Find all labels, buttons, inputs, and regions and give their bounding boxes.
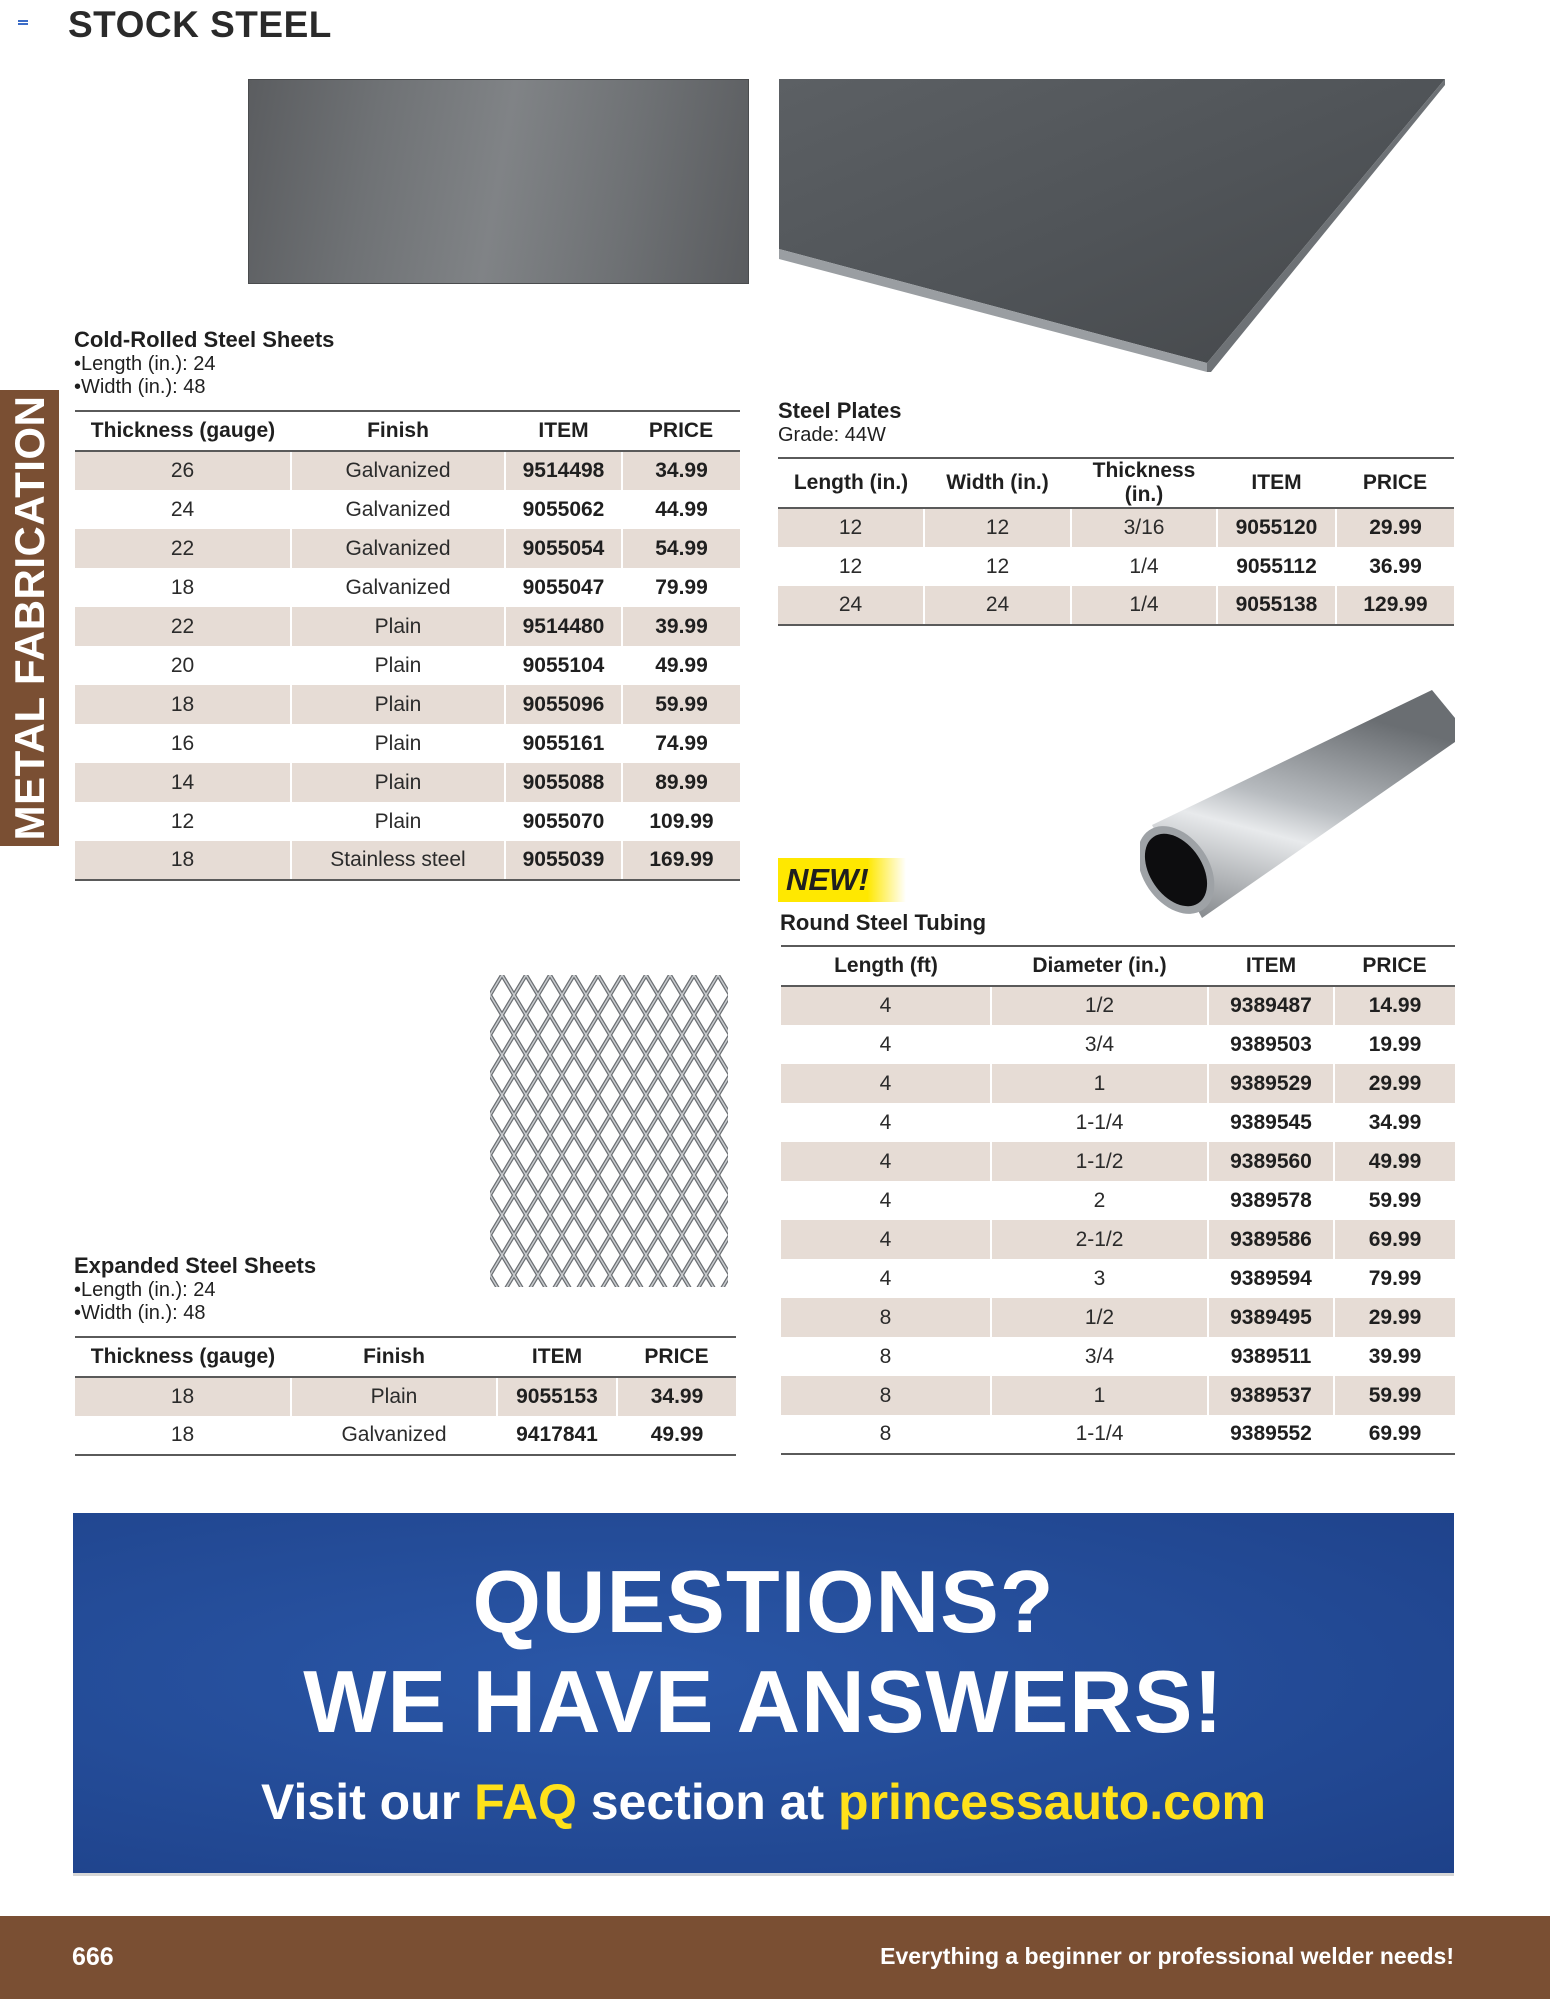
item-number: 9055096 (505, 685, 622, 724)
round-tubing-title: Round Steel Tubing (780, 910, 987, 935)
table-row (781, 1337, 1455, 1376)
price-cell: 59.99 (1334, 1376, 1455, 1415)
corner-mark (18, 20, 28, 25)
price-cell: 19.99 (1334, 1025, 1455, 1064)
finish-cell: Plain (291, 802, 505, 841)
diameter-cell: 3 (991, 1259, 1208, 1298)
table-row (781, 1064, 1455, 1103)
steel-plate-image (779, 79, 1449, 374)
item-number: 9055112 (1217, 547, 1336, 586)
price-cell: 49.99 (1334, 1142, 1455, 1181)
item-number: 9055153 (497, 1377, 617, 1416)
page-title: STOCK STEEL (68, 4, 332, 45)
finish-cell: Galvanized (291, 490, 505, 529)
round-tubing-table (781, 945, 1455, 1455)
finish-cell: Plain (291, 646, 505, 685)
thickness-cell: 12 (170, 809, 195, 833)
price-cell: 89.99 (622, 763, 740, 802)
table-row (781, 986, 1455, 1025)
item-number: 9389511 (1208, 1337, 1334, 1376)
table-row (75, 841, 740, 880)
price-cell: 169.99 (622, 841, 740, 880)
price-cell: 39.99 (622, 607, 740, 646)
length-cell: 8 (781, 1298, 991, 1337)
item-number: 9055120 (1217, 508, 1336, 547)
length-cell: 8 (781, 1415, 991, 1454)
length-cell: 4 (781, 1064, 991, 1103)
item-number: 9055070 (505, 802, 622, 841)
price-cell: 49.99 (622, 646, 740, 685)
item-number: 9055161 (505, 724, 622, 763)
diameter-cell: 1/2 (991, 1298, 1208, 1337)
thickness-cell: 24 (170, 497, 195, 521)
steel-plates-grade: Grade: 44W (778, 424, 886, 446)
column-header: ITEM (497, 1337, 617, 1377)
banner-headline: QUESTIONS? (472, 1552, 1055, 1651)
column-header: ITEM (1217, 458, 1336, 508)
item-number: 9389495 (1208, 1298, 1334, 1337)
cold-rolled-sheet-image (248, 79, 749, 284)
price-cell: 14.99 (1334, 986, 1455, 1025)
cold-rolled-title: Cold-Rolled Steel Sheets (74, 327, 335, 352)
table-header-row (778, 458, 1454, 508)
length-cell: 24 (778, 586, 924, 625)
price-cell: 36.99 (1336, 547, 1454, 586)
table-row (781, 1103, 1455, 1142)
item-number: 9389560 (1208, 1142, 1334, 1181)
item-number: 9055054 (505, 529, 622, 568)
table-header-row (75, 1337, 736, 1377)
table-row (781, 1415, 1455, 1454)
price-cell: 129.99 (1336, 586, 1454, 625)
item-number: 9055039 (505, 841, 622, 880)
table-row (75, 724, 740, 763)
item-number: 9389594 (1208, 1259, 1334, 1298)
banner-cta-visit: Visit our (261, 1774, 475, 1830)
thickness-cell: 18 (75, 841, 291, 880)
item-number: 9055062 (505, 490, 622, 529)
table-row (75, 490, 740, 529)
price-cell: 29.99 (1334, 1298, 1455, 1337)
thickness-cell: 3/16 (1071, 508, 1217, 547)
expanded-length-spec: •Length (in.): 24 (74, 1279, 216, 1301)
width-cell: 12 (924, 508, 1071, 547)
faq-banner[interactable] (73, 1513, 1454, 1876)
item-number: 9389487 (1208, 986, 1334, 1025)
price-cell: 34.99 (617, 1377, 736, 1416)
length-cell: 8 (879, 1344, 892, 1368)
column-header: Length (ft) (781, 946, 991, 986)
diameter-cell: 1 (991, 1064, 1208, 1103)
price-cell: 79.99 (622, 568, 740, 607)
length-cell: 4 (879, 1032, 892, 1056)
table-row (781, 1376, 1455, 1415)
length-cell: 12 (838, 554, 863, 578)
width-cell: 24 (924, 586, 1071, 625)
item-number: 9055104 (505, 646, 622, 685)
length-cell: 4 (879, 1188, 892, 1212)
price-cell: 54.99 (622, 529, 740, 568)
expanded-title: Expanded Steel Sheets (74, 1253, 317, 1278)
column-header: PRICE (622, 411, 740, 451)
steel-tube-image (1140, 690, 1455, 935)
length-cell: 4 (879, 1110, 892, 1134)
finish-cell: Galvanized (291, 529, 505, 568)
table-row (781, 1025, 1455, 1064)
diameter-cell: 1 (991, 1376, 1208, 1415)
price-cell: 69.99 (1334, 1220, 1455, 1259)
finish-cell: Galvanized (291, 568, 505, 607)
table-row (75, 685, 740, 724)
item-number: 9389586 (1208, 1220, 1334, 1259)
cold-rolled-length-spec: •Length (in.): 24 (74, 353, 216, 375)
length-cell: 4 (781, 1142, 991, 1181)
table-row (75, 529, 740, 568)
diameter-cell: 1-1/4 (991, 1103, 1208, 1142)
price-cell: 29.99 (1334, 1064, 1455, 1103)
item-number: 9514480 (505, 607, 622, 646)
table-row (781, 1181, 1455, 1220)
thickness-cell: 22 (75, 607, 291, 646)
footer-tagline: Everything a beginner or professional welder needs! (880, 1943, 1454, 1969)
thickness-cell: 22 (75, 529, 291, 568)
item-number: 9389537 (1208, 1376, 1334, 1415)
width-cell: 12 (924, 547, 1071, 586)
cold-rolled-width-spec: •Width (in.): 48 (74, 376, 206, 398)
length-cell: 4 (781, 1220, 991, 1259)
table-row (778, 547, 1454, 586)
length-cell: 12 (778, 508, 924, 547)
table-header-row (75, 411, 740, 451)
banner-cta-section: section at (576, 1774, 839, 1830)
item-number: 9055138 (1217, 586, 1336, 625)
price-cell: 34.99 (622, 451, 740, 490)
thickness-cell: 1/4 (1071, 586, 1217, 625)
finish-cell: Stainless steel (291, 841, 505, 880)
column-header: Thickness (in.) (1071, 458, 1217, 508)
table-row (778, 508, 1454, 547)
thickness-cell: 18 (75, 685, 291, 724)
diameter-cell: 2-1/2 (991, 1220, 1208, 1259)
price-cell: 34.99 (1334, 1103, 1455, 1142)
column-header: Thickness (gauge) (75, 1337, 291, 1377)
column-header: Width (in.) (924, 458, 1071, 508)
item-number: 9389529 (1208, 1064, 1334, 1103)
thickness-cell: 18 (170, 575, 195, 599)
item-number: 9055088 (505, 763, 622, 802)
diameter-cell: 1/2 (991, 986, 1208, 1025)
length-cell: 4 (781, 986, 991, 1025)
side-tab-label: METAL FABRICATION (5, 395, 53, 841)
column-header: Thickness (gauge) (75, 411, 291, 451)
cold-rolled-table (75, 410, 740, 881)
thickness-cell: 18 (75, 1416, 291, 1455)
new-badge (778, 858, 906, 902)
expanded-mesh-image (490, 975, 728, 1287)
table-row (781, 1298, 1455, 1337)
footer (0, 1916, 1550, 1999)
column-header: Finish (291, 411, 505, 451)
steel-plates-table (778, 457, 1454, 626)
length-cell: 8 (781, 1376, 991, 1415)
item-number: 9389503 (1208, 1025, 1334, 1064)
column-header: ITEM (1208, 946, 1334, 986)
finish-cell: Plain (291, 607, 505, 646)
item-number: 9514498 (505, 451, 622, 490)
price-cell: 59.99 (1334, 1181, 1455, 1220)
price-cell: 39.99 (1334, 1337, 1455, 1376)
diameter-cell: 1-1/2 (991, 1142, 1208, 1181)
banner-call-to-action (73, 1773, 1454, 1831)
thickness-cell: 14 (75, 763, 291, 802)
price-cell: 79.99 (1334, 1259, 1455, 1298)
thickness-cell: 26 (75, 451, 291, 490)
expanded-table (75, 1336, 736, 1456)
page-number: 666 (72, 1943, 114, 1971)
thickness-cell: 16 (170, 731, 195, 755)
diameter-cell: 3/4 (991, 1025, 1208, 1064)
new-badge-label: NEW! (786, 862, 869, 897)
finish-cell: Galvanized (291, 451, 505, 490)
table-row (75, 1416, 736, 1455)
expanded-width-spec: •Width (in.): 48 (74, 1302, 206, 1324)
table-row (75, 802, 740, 841)
item-number: 9417841 (497, 1416, 617, 1455)
price-cell: 44.99 (622, 490, 740, 529)
column-header: Finish (291, 1337, 497, 1377)
finish-cell: Plain (291, 685, 505, 724)
table-row (75, 568, 740, 607)
column-header: PRICE (1336, 458, 1454, 508)
side-tab (0, 390, 59, 846)
table-header-row (781, 946, 1455, 986)
steel-plates-title: Steel Plates (778, 398, 902, 423)
banner-cta-faq: FAQ (474, 1774, 577, 1830)
column-header: PRICE (1334, 946, 1455, 986)
finish-cell: Plain (291, 763, 505, 802)
table-row (75, 646, 740, 685)
table-row (75, 763, 740, 802)
table-row (781, 1259, 1455, 1298)
table-row (781, 1142, 1455, 1181)
finish-cell: Galvanized (291, 1416, 497, 1455)
thickness-cell: 18 (75, 1377, 291, 1416)
diameter-cell: 2 (991, 1181, 1208, 1220)
diameter-cell: 1-1/4 (991, 1415, 1208, 1454)
length-cell: 4 (879, 1266, 892, 1290)
price-cell: 69.99 (1334, 1415, 1455, 1454)
column-header: ITEM (505, 411, 622, 451)
table-row (75, 1377, 736, 1416)
price-cell: 74.99 (622, 724, 740, 763)
item-number: 9055047 (505, 568, 622, 607)
table-row (781, 1220, 1455, 1259)
thickness-cell: 20 (170, 653, 195, 677)
column-header: Length (in.) (778, 458, 924, 508)
price-cell: 49.99 (617, 1416, 736, 1455)
column-header: PRICE (617, 1337, 736, 1377)
item-number: 9389545 (1208, 1103, 1334, 1142)
price-cell: 109.99 (622, 802, 740, 841)
website-link[interactable]: princessauto.com (838, 1774, 1266, 1830)
table-row (75, 607, 740, 646)
item-number: 9389578 (1208, 1181, 1334, 1220)
finish-cell: Plain (291, 1377, 497, 1416)
thickness-cell: 1/4 (1071, 547, 1217, 586)
banner-subheadline: WE HAVE ANSWERS! (303, 1652, 1224, 1751)
price-cell: 29.99 (1336, 508, 1454, 547)
item-number: 9389552 (1208, 1415, 1334, 1454)
table-row (75, 451, 740, 490)
diameter-cell: 3/4 (991, 1337, 1208, 1376)
table-row (778, 586, 1454, 625)
column-header: Diameter (in.) (991, 946, 1208, 986)
finish-cell: Plain (291, 724, 505, 763)
price-cell: 59.99 (622, 685, 740, 724)
